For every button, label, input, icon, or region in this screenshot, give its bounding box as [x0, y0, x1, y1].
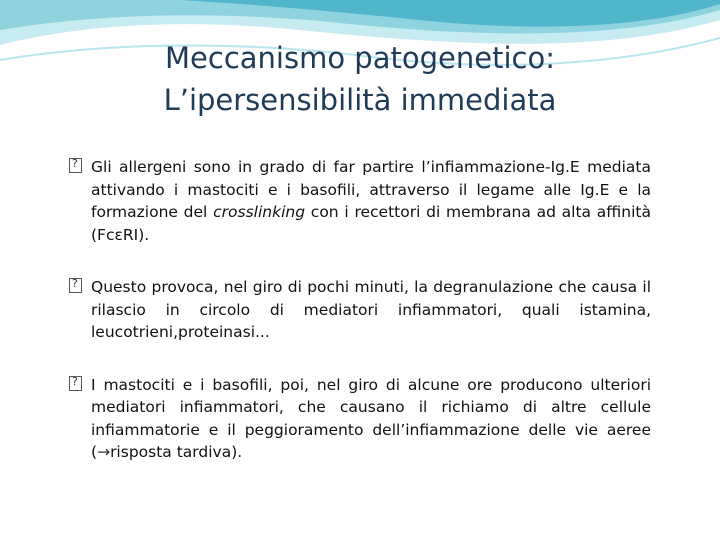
bullet-text: [91, 374, 651, 464]
missing-glyph-bullet-icon: [69, 278, 82, 293]
bullet-item: [69, 156, 651, 246]
title-line-2: L’ipersensibilità immediata: [163, 83, 557, 117]
right-arrow-icon: →: [97, 443, 111, 461]
bullet-list: [69, 156, 651, 494]
bullet-item: [69, 276, 651, 344]
crosslinking-term: crosslinking: [213, 203, 306, 221]
title-line-1: Meccanismo patogenetico:: [165, 41, 555, 75]
bullet-text: [91, 156, 651, 246]
bullet-text: Questo provoca, nel giro di pochi minuti, la degranulazione che causa il rilascio in circolo di mediatori infiammatori, quali istamina, leucotrieni,proteinasi...: [91, 278, 651, 341]
bullet-text-part: Gli allergeni sono in grado di far partire l’infiammazione-Ig.E mediata attivando i mastociti e i basofili, attraverso il legame alle Ig.E e la formazione del: [91, 158, 651, 221]
bullet-text-part: I mastociti e i basofili, poi, nel giro di alcune ore producono ulteriori mediatori infiammatori, che causano il richiamo di altre cellule infiammatorie e il peggioramento dell’infiammazione delle vie aeree (: [91, 375, 651, 461]
slide-title: [0, 37, 720, 121]
bullet-item: [69, 374, 651, 464]
bullet-text-part: risposta tardiva).: [110, 443, 243, 461]
bullet-text-part: con i recettori di membrana ad alta affinità (FcεRI).: [91, 203, 651, 244]
missing-glyph-bullet-icon: [69, 376, 82, 391]
missing-glyph-bullet-icon: [69, 158, 82, 173]
